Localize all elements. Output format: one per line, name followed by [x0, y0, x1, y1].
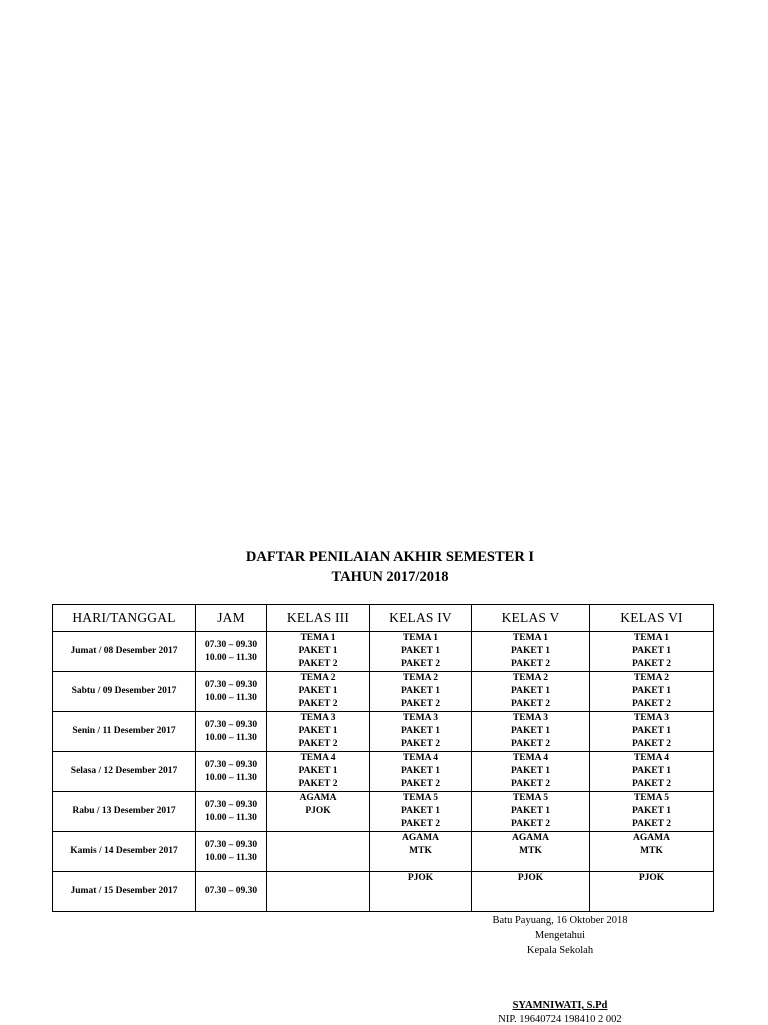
subject-entry: PAKET 1: [298, 766, 338, 776]
subject-entry: TEMA 4: [300, 753, 336, 763]
subject-entry: AGAMA: [299, 793, 337, 803]
table-row: [53, 832, 714, 872]
subject-entry: TEMA 5: [402, 793, 439, 803]
subject-entry: PAKET 2: [511, 739, 550, 749]
subject-entry: PAKET 2: [511, 699, 550, 709]
table-row: [53, 712, 714, 752]
subject-entry: PAKET 2: [511, 779, 550, 789]
subject-entry: PAKET 2: [298, 659, 338, 669]
cell-kelas-4: [370, 872, 472, 912]
signature-place-date: Batu Payuang, 16 Oktober 2018: [492, 915, 628, 926]
subject-entry: TEMA 3: [402, 713, 439, 723]
cell-jam: [196, 792, 267, 832]
table-row: [53, 792, 714, 832]
subject-entry: PAKET 2: [298, 739, 338, 749]
subject-entry: PAKET 1: [401, 766, 440, 776]
cell-kelas-4: [370, 672, 472, 712]
cell-kelas-4: [370, 832, 472, 872]
signature-acknowledged: Mengetahui: [534, 930, 586, 941]
subject-entry: PAKET 1: [401, 646, 440, 656]
subject-entry: PAKET 2: [401, 699, 440, 709]
cell-hari-tanggal: Senin / 11 Desember 2017: [53, 712, 196, 752]
time-slot: 07.30 – 09.30: [204, 839, 258, 850]
cell-hari-tanggal: Jumat / 15 Desember 2017: [53, 872, 196, 912]
subject-entry: PJOK: [305, 806, 331, 816]
subject-entry: TEMA 5: [512, 793, 549, 803]
cell-kelas-6: [590, 792, 714, 832]
table-body: [53, 632, 714, 912]
header-hari-tanggal: HARI/TANGGAL: [53, 605, 196, 632]
subject-entry: PAKET 1: [401, 806, 440, 816]
cell-kelas-6: [590, 672, 714, 712]
cell-kelas-5: [472, 672, 590, 712]
subject-entry: TEMA 2: [512, 673, 549, 683]
time-slot: 07.30 – 09.30: [204, 759, 258, 770]
table-row: [53, 752, 714, 792]
subject-entry: PAKET 1: [632, 646, 671, 656]
header-kelas-6: KELAS VI: [590, 605, 714, 632]
table-row: [53, 872, 714, 912]
cell-jam: [196, 672, 267, 712]
title-line-1: DAFTAR PENILAIAN AKHIR SEMESTER I: [245, 549, 535, 565]
cell-kelas-5: [472, 752, 590, 792]
signature-role: Kepala Sekolah: [526, 945, 594, 956]
subject-entry: PAKET 1: [298, 726, 338, 736]
signature-nip: NIP. 19640724 198410 2 002: [498, 1014, 622, 1025]
cell-kelas-6: [590, 872, 714, 912]
time-slot: 10.00 – 11.30: [205, 652, 257, 663]
subject-entry: PAKET 1: [401, 686, 440, 696]
cell-kelas-3: [267, 712, 370, 752]
cell-kelas-3: [267, 832, 370, 872]
subject-entry: PAKET 1: [511, 806, 550, 816]
time-slot: 10.00 – 11.30: [205, 692, 257, 703]
subject-entry: PAKET 1: [401, 726, 440, 736]
time-slot: 07.30 – 09.30: [204, 799, 258, 810]
table-header-row: [53, 605, 714, 632]
subject-entry: PAKET 1: [632, 766, 671, 776]
cell-kelas-6: [590, 632, 714, 672]
subject-entry: TEMA 4: [512, 753, 549, 763]
cell-kelas-3: [267, 872, 370, 912]
subject-entry: TEMA 1: [512, 633, 549, 643]
subject-entry: PAKET 2: [511, 819, 550, 829]
subject-entry: PAKET 2: [632, 699, 671, 709]
cell-kelas-6: [590, 712, 714, 752]
subject-entry: PAKET 2: [401, 779, 440, 789]
title-line-2: TAHUN 2017/2018: [331, 569, 449, 585]
cell-kelas-5: [472, 872, 590, 912]
subject-entry: PAKET 1: [511, 766, 550, 776]
subject-entry: TEMA 3: [512, 713, 549, 723]
subject-entry: PAKET 1: [511, 726, 550, 736]
cell-kelas-4: [370, 752, 472, 792]
subject-entry: TEMA 4: [402, 753, 439, 763]
subject-entry: TEMA 3: [633, 713, 670, 723]
cell-kelas-6: [590, 752, 714, 792]
subject-entry: PAKET 2: [401, 739, 440, 749]
time-slot: 07.30 – 09.30: [204, 679, 258, 690]
subject-entry: TEMA 4: [633, 753, 670, 763]
time-slot: 07.30 – 09.30: [204, 719, 258, 730]
cell-kelas-4: [370, 792, 472, 832]
cell-kelas-3: [267, 752, 370, 792]
subject-entry: PAKET 1: [511, 646, 550, 656]
subject-entry: AGAMA: [633, 833, 670, 843]
subject-entry: TEMA 2: [633, 673, 670, 683]
time-slot: 10.00 – 11.30: [205, 772, 257, 783]
header-kelas-3: KELAS III: [267, 605, 370, 632]
subject-entry: TEMA 5: [633, 793, 670, 803]
cell-hari-tanggal: Sabtu / 09 Desember 2017: [53, 672, 196, 712]
table-row: [53, 632, 714, 672]
signature-name: SYAMNIWATI, S.Pd: [512, 1000, 608, 1011]
subject-entry: TEMA 1: [300, 633, 336, 643]
subject-entry: PAKET 2: [401, 819, 440, 829]
subject-entry: MTK: [640, 846, 663, 856]
time-slot: 10.00 – 11.30: [205, 852, 257, 863]
exam-schedule-table: [52, 604, 714, 912]
time-slot: 07.30 – 09.30: [204, 886, 258, 896]
subject-entry: PJOK: [517, 873, 544, 883]
cell-kelas-6: [590, 832, 714, 872]
time-slot: 10.00 – 11.30: [205, 812, 257, 823]
subject-entry: PAKET 2: [511, 659, 550, 669]
cell-kelas-5: [472, 792, 590, 832]
subject-entry: PAKET 1: [632, 806, 671, 816]
subject-entry: PAKET 1: [632, 686, 671, 696]
cell-hari-tanggal: Rabu / 13 Desember 2017: [53, 792, 196, 832]
signature-block: [470, 913, 650, 958]
subject-entry: PJOK: [407, 873, 434, 883]
time-slot: 10.00 – 11.30: [205, 732, 257, 743]
cell-kelas-3: [267, 632, 370, 672]
subject-entry: PAKET 2: [632, 659, 671, 669]
cell-kelas-4: [370, 712, 472, 752]
document-title: [0, 547, 768, 587]
subject-entry: MTK: [519, 846, 542, 856]
time-slot: 07.30 – 09.30: [204, 639, 258, 650]
header-jam: JAM: [196, 605, 267, 632]
cell-kelas-5: [472, 712, 590, 752]
subject-entry: PAKET 2: [632, 819, 671, 829]
cell-hari-tanggal: Kamis / 14 Desember 2017: [53, 832, 196, 872]
subject-entry: PAKET 1: [511, 686, 550, 696]
subject-entry: AGAMA: [402, 833, 439, 843]
cell-kelas-5: [472, 832, 590, 872]
header-kelas-5: KELAS V: [472, 605, 590, 632]
cell-jam: [196, 872, 267, 912]
cell-kelas-3: [267, 792, 370, 832]
subject-entry: TEMA 1: [402, 633, 439, 643]
table-row: [53, 672, 714, 712]
subject-entry: MTK: [409, 846, 432, 856]
subject-entry: PAKET 1: [298, 646, 338, 656]
cell-hari-tanggal: Jumat / 08 Desember 2017: [53, 632, 196, 672]
subject-entry: TEMA 2: [300, 673, 336, 683]
header-kelas-4: KELAS IV: [370, 605, 472, 632]
cell-jam: [196, 712, 267, 752]
subject-entry: PAKET 2: [298, 779, 338, 789]
subject-entry: PAKET 1: [298, 686, 338, 696]
subject-entry: PAKET 1: [632, 726, 671, 736]
subject-entry: TEMA 3: [300, 713, 336, 723]
subject-entry: TEMA 2: [402, 673, 439, 683]
cell-kelas-5: [472, 632, 590, 672]
cell-jam: [196, 752, 267, 792]
subject-entry: AGAMA: [512, 833, 549, 843]
subject-entry: PAKET 2: [632, 739, 671, 749]
subject-entry: PJOK: [638, 873, 665, 883]
subject-entry: PAKET 2: [298, 699, 338, 709]
subject-entry: PAKET 2: [401, 659, 440, 669]
cell-kelas-3: [267, 672, 370, 712]
cell-jam: [196, 632, 267, 672]
cell-kelas-4: [370, 632, 472, 672]
subject-entry: TEMA 1: [633, 633, 670, 643]
cell-hari-tanggal: Selasa / 12 Desember 2017: [53, 752, 196, 792]
cell-jam: [196, 832, 267, 872]
subject-entry: PAKET 2: [632, 779, 671, 789]
